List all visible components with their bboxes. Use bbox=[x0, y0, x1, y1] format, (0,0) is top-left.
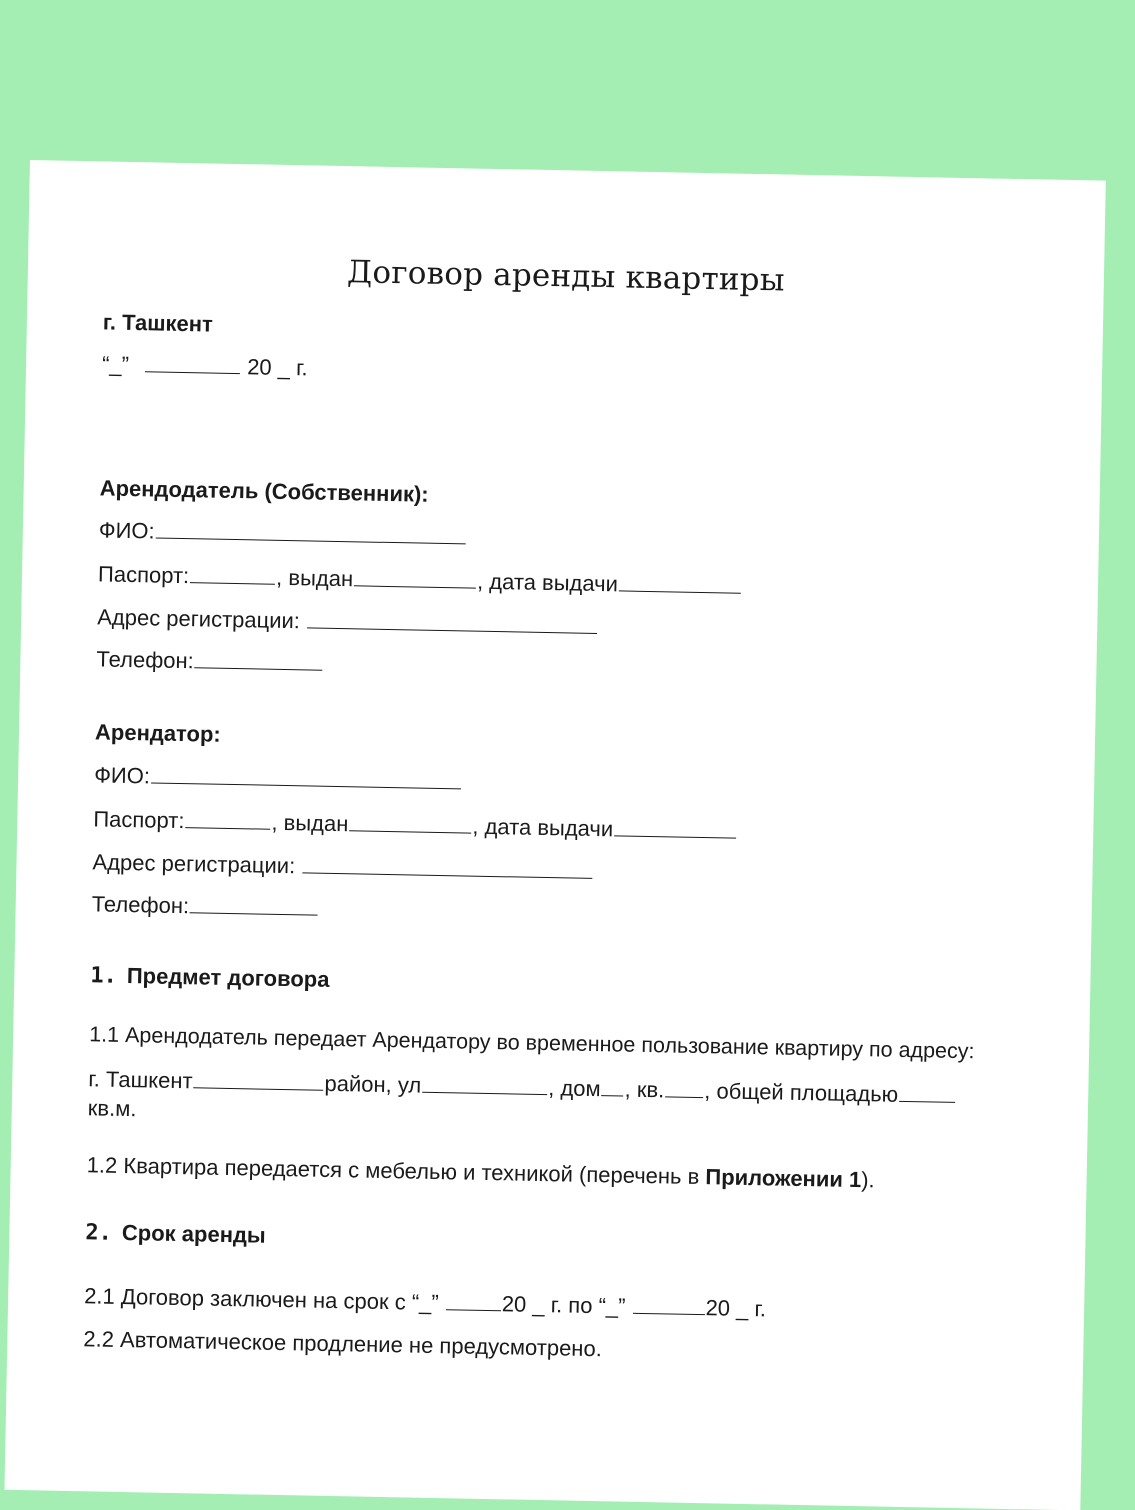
date-year: 20 _ г. bbox=[246, 354, 308, 381]
address-city-blank[interactable] bbox=[193, 1086, 323, 1090]
landlord-heading: Арендодатель (Собственник): bbox=[99, 475, 429, 507]
clause-2-2: 2.2 Автоматическое продление не предусмотрено. bbox=[83, 1326, 603, 1362]
document-title: Договор аренды квартиры bbox=[346, 254, 785, 299]
landlord-phone-blank[interactable] bbox=[195, 666, 323, 670]
tenant-passport-label: Паспорт: bbox=[93, 806, 185, 834]
section-2-number: 2. bbox=[85, 1220, 113, 1246]
address-district: район, ул bbox=[324, 1070, 422, 1098]
clause-1-2 bbox=[86, 1152, 874, 1193]
address-flat: , кв. bbox=[624, 1076, 665, 1103]
clause-1-2-text: 1.2 Квартира передается с мебелью и техникой (перечень в bbox=[86, 1152, 700, 1190]
tenant-address-blank[interactable] bbox=[302, 871, 592, 879]
address-house: , дом bbox=[548, 1075, 601, 1102]
date-line bbox=[102, 351, 308, 381]
tenant-issue-date-blank[interactable] bbox=[614, 834, 736, 838]
tenant-issued-label: , выдан bbox=[271, 809, 349, 837]
section-1-heading bbox=[90, 962, 330, 993]
tenant-heading: Арендатор: bbox=[94, 719, 222, 747]
landlord-issued-label: , выдан bbox=[275, 564, 354, 592]
tenant-fio-label: ФИО: bbox=[93, 762, 151, 789]
tenant-address-label: Адрес регистрации: bbox=[92, 849, 296, 879]
landlord-address-label: Адрес регистрации: bbox=[97, 604, 301, 634]
address-area-blank[interactable] bbox=[899, 1100, 955, 1103]
address-area: , общей площадью bbox=[704, 1078, 899, 1107]
section-2-heading bbox=[85, 1219, 266, 1248]
landlord-issue-date-label: , дата выдачи bbox=[476, 568, 619, 597]
landlord-passport-label: Паспорт: bbox=[97, 561, 190, 589]
landlord-phone-row bbox=[96, 646, 324, 676]
landlord-address-blank[interactable] bbox=[307, 626, 597, 634]
clause-2-1 bbox=[84, 1283, 766, 1322]
tenant-issued-blank[interactable] bbox=[349, 829, 471, 833]
landlord-passport-row bbox=[98, 561, 742, 599]
clause-2-1-end: 20 _ г. bbox=[705, 1295, 767, 1322]
landlord-fio-row bbox=[99, 517, 467, 550]
landlord-fio-blank[interactable] bbox=[156, 536, 466, 544]
clause-1-1-address bbox=[88, 1066, 956, 1109]
tenant-fio-row bbox=[94, 762, 462, 795]
section-1-title: Предмет договора bbox=[126, 963, 330, 992]
clause-2-1-start: 2.1 Договор заключен на срок с “_” bbox=[83, 1283, 439, 1316]
section-2-title: Срок аренды bbox=[121, 1219, 266, 1248]
address-flat-blank[interactable] bbox=[665, 1095, 703, 1098]
clause-1-2-end: ). bbox=[861, 1167, 875, 1193]
landlord-fio-label: ФИО: bbox=[98, 517, 155, 544]
address-city: г. Ташкент bbox=[88, 1066, 193, 1094]
tenant-phone-row bbox=[91, 891, 319, 921]
address-unit: кв.м. bbox=[87, 1095, 137, 1122]
appendix-ref: Приложении 1 bbox=[705, 1164, 862, 1193]
city-line: г. Ташкент bbox=[102, 309, 214, 337]
tenant-fio-blank[interactable] bbox=[151, 781, 461, 789]
landlord-phone-label: Телефон: bbox=[96, 646, 195, 674]
address-street-blank[interactable] bbox=[422, 1091, 547, 1095]
tenant-passport-row bbox=[93, 806, 737, 844]
clause-1-1: 1.1 Арендодатель передает Арендатору во временное пользование квартиру по адресу: bbox=[88, 1022, 975, 1064]
landlord-passport-blank[interactable] bbox=[190, 581, 275, 585]
tenant-phone-blank[interactable] bbox=[190, 911, 318, 915]
tenant-issue-date-label: , дата выдачи bbox=[472, 813, 614, 842]
date-day: “_” bbox=[101, 351, 130, 377]
date-month-blank[interactable] bbox=[145, 370, 240, 374]
term-end-blank[interactable] bbox=[632, 1312, 704, 1315]
landlord-address-row bbox=[97, 604, 598, 640]
section-1-number: 1. bbox=[90, 963, 118, 989]
tenant-address-row bbox=[92, 849, 593, 885]
tenant-phone-label: Телефон: bbox=[91, 891, 190, 919]
clause-2-1-mid: 20 _ г. по “_” bbox=[501, 1291, 626, 1319]
tenant-passport-blank[interactable] bbox=[185, 826, 270, 830]
contract-sheet bbox=[4, 160, 1105, 1510]
landlord-issued-blank[interactable] bbox=[354, 584, 476, 588]
landlord-issue-date-blank[interactable] bbox=[619, 589, 741, 593]
term-start-blank[interactable] bbox=[446, 1308, 501, 1311]
address-house-blank[interactable] bbox=[602, 1094, 624, 1096]
